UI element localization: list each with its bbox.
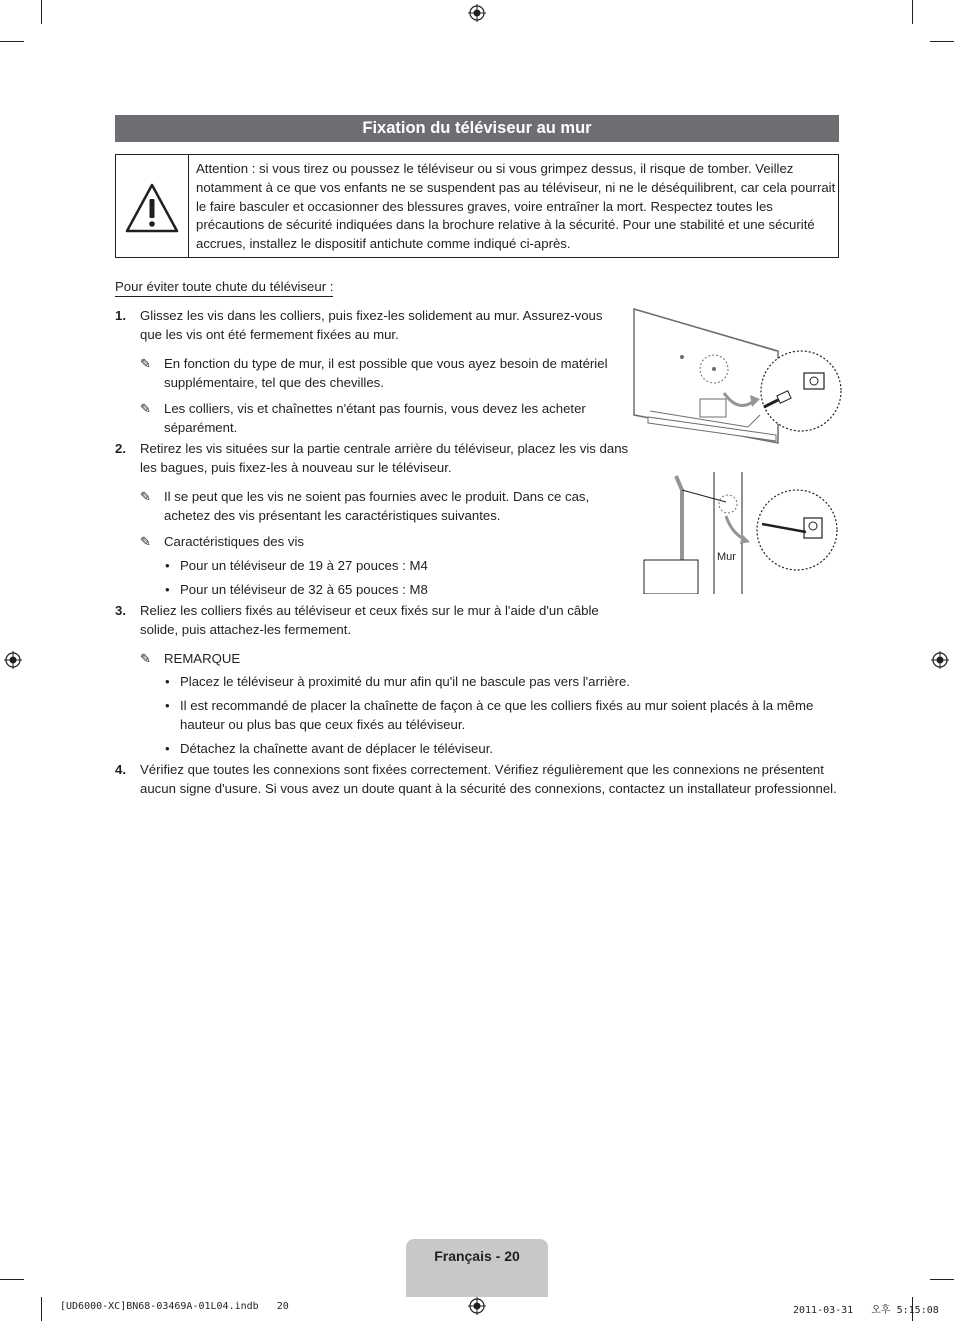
step-1-line-2: que les vis ont été fermement fixées au mur. [140,327,399,342]
remark-1: Placez le téléviseur à proximité du mur afin qu'il ne bascule pas vers l'arrière. [180,674,630,689]
note-3-line-1: Il se peut que les vis ne soient pas fournies avec le produit. Dans ce cas, [164,489,590,504]
note-icon: ✎ [140,651,152,666]
crop-mark [930,41,954,42]
step-4-line-2: aucun signe d'usure. Si vous avez un doute quant à la sécurité des connexions, contactez un installateur professionnel. [140,781,837,796]
registration-mark-icon [468,4,486,22]
crop-mark [0,1279,24,1280]
step-number: 4. [115,762,126,777]
tv-bracket-illustration [628,303,842,453]
note-2-line-2: séparément. [164,420,238,435]
remark-2-line-2: hauteur ou plus bas que ceux fixés au téléviseur. [180,717,466,732]
step-number: 3. [115,603,126,618]
crop-mark [0,41,24,42]
note-3-line-2: achetez des vis présentant les caractéristiques suivantes. [164,508,501,523]
step-3-line-1: Reliez les colliers fixés au téléviseur et ceux fixés sur le mur à l'aide d'un câble [140,603,599,618]
note-icon: ✎ [140,356,152,371]
note-2-line-1: Les colliers, vis et chaînettes n'étant pas fournis, vous devez les acheter [164,401,586,416]
file-slug: [UD6000-XC]BN68-03469A-01L04.indb 20 [60,1301,289,1312]
note-icon: ✎ [140,534,152,549]
crop-mark [41,1297,42,1321]
step-2-line-1: Retirez les vis situées sur la partie centrale arrière du téléviseur, placez les vis dans [140,441,629,456]
wall-chain-illustration [642,472,842,594]
registration-mark-icon [931,651,949,669]
note-icon: ✎ [140,489,152,504]
crop-mark [930,1279,954,1280]
registration-mark-icon [468,1297,486,1315]
remark-label: REMARQUE [164,651,241,666]
screw-spec-m4: Pour un téléviseur de 19 à 27 pouces : M4 [180,558,428,573]
remark-3: Détachez la chaînette avant de déplacer le téléviseur. [180,741,494,756]
warning-triangle-icon [124,182,180,234]
step-number: 2. [115,441,126,456]
step-3-line-2: solide, puis attachez-les fermement. [140,622,352,637]
bullet-icon: • [165,582,170,597]
warning-box [115,154,839,258]
print-date: 2011-03-31 오후 5:15:08 [793,1305,939,1316]
bullet-icon: • [165,698,170,713]
warning-body: : si vous tirez ou poussez le téléviseur ou si vous grimpez dessus, il risque de tomber. Veillez notamment à ce que vos enfants ne se suspendent pas au téléviseur, ni ne le déséquilibrent, car cela pourrait le faire basculer et occasionner des blessures graves, voire entraîner la mort. Respectez toutes les précautions de sécurité indiquées dans la brochure relative à la sécurité. Pour une stabilité et une sécurité accrues, installez le dispositif antichute comme indiqué ci-après. [196,161,836,252]
page-number-tab: Français - 20 [406,1239,548,1297]
section-subheading: Pour éviter toute chute du téléviseur : [115,279,333,297]
step-2-line-2: les bagues, puis fixez-les à nouveau sur le téléviseur. [140,460,452,475]
page-title: Fixation du téléviseur au mur [115,115,839,142]
crop-mark [912,0,913,24]
bullet-icon: • [165,558,170,573]
note-4-line-1: Caractéristiques des vis [164,534,304,549]
bullet-icon: • [165,674,170,689]
remark-2-line-1: Il est recommandé de placer la chaînette de façon à ce que les colliers fixés au mur soient placés à la même [180,698,814,713]
wall-label: Mur [717,551,736,563]
step-number: 1. [115,308,126,323]
crop-mark [41,0,42,24]
warning-icon-cell [116,155,189,257]
bullet-icon: • [165,741,170,756]
step-4-line-1: Vérifiez que toutes les connexions sont fixées correctement. Vérifiez régulièrement que les connexions ne présentent [140,762,824,777]
screw-spec-m8: Pour un téléviseur de 32 à 65 pouces : M8 [180,582,428,597]
step-1-line-1: Glissez les vis dans les colliers, puis fixez-les solidement au mur. Assurez-vous [140,308,603,323]
warning-label: Attention [196,161,249,176]
warning-text [196,160,836,254]
note-1-line-1: En fonction du type de mur, il est possible que vous ayez besoin de matériel [164,356,608,371]
note-1-line-2: supplémentaire, tel que des chevilles. [164,375,384,390]
note-icon: ✎ [140,401,152,416]
registration-mark-icon [4,651,22,669]
